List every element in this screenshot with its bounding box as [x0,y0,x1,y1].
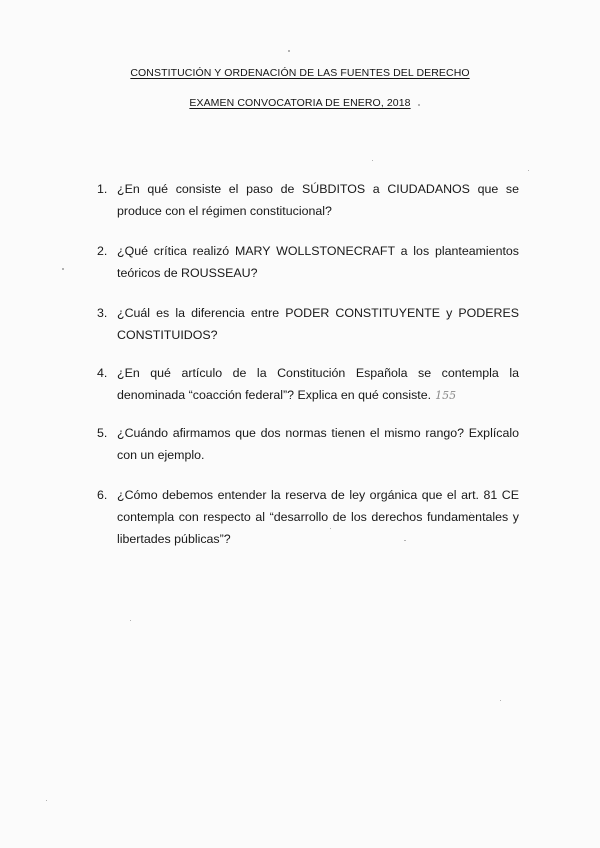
question-item [97,422,519,466]
scan-speckle [288,50,290,52]
scan-speckle [372,160,373,161]
scan-speckle [46,800,47,801]
question-number: 1. [97,182,108,196]
scan-speckle [500,700,501,701]
question-text: ¿Qué crítica realizó MARY WOLLSTONECRAFT a los planteamientos teóricos de ROUSSEAU? [117,244,519,280]
scan-speckle [62,268,64,270]
question-number: 5. [97,426,108,440]
exam-title: CONSTITUCIÓN Y ORDENACIÓN DE LAS FUENTES DEL DERECHO [130,67,470,79]
question-item [97,362,519,407]
question-number: 3. [97,306,108,320]
question-number: 4. [97,366,108,380]
question-number: 2. [97,244,108,258]
question-number: 6. [97,488,108,502]
question-text: ¿Cómo debemos entender la reserva de ley orgánica que el art. 81 CE contempla con respecto al “desarrollo de los derechos fundamentales y libertades públicas”? [117,488,519,546]
question-item [97,240,519,284]
scan-speckle [528,170,529,171]
question-text: ¿Cuándo afirmamos que dos normas tienen el mismo rango? Explícalo con un ejemplo. [117,426,519,462]
question-text: ¿En qué consiste el paso de SÚBDITOS a CIUDADANOS que se produce con el régimen constitucional? [117,182,519,218]
question-item [97,484,519,550]
question-text: ¿En qué artículo de la Constitución Española se contempla la denominada “coacción federal”? Explica en qué consiste. [117,366,519,402]
question-item [97,178,519,222]
question-text: ¿Cuál es la diferencia entre PODER CONSTITUYENTE y PODERES CONSTITUIDOS? [117,306,519,342]
question-item [97,302,519,346]
handwritten-note: 155 [435,389,457,402]
scan-speckle [130,620,131,621]
question-text-wrapper [117,362,519,407]
exam-subtitle: EXAMEN CONVOCATORIA DE ENERO, 2018 [189,97,411,109]
